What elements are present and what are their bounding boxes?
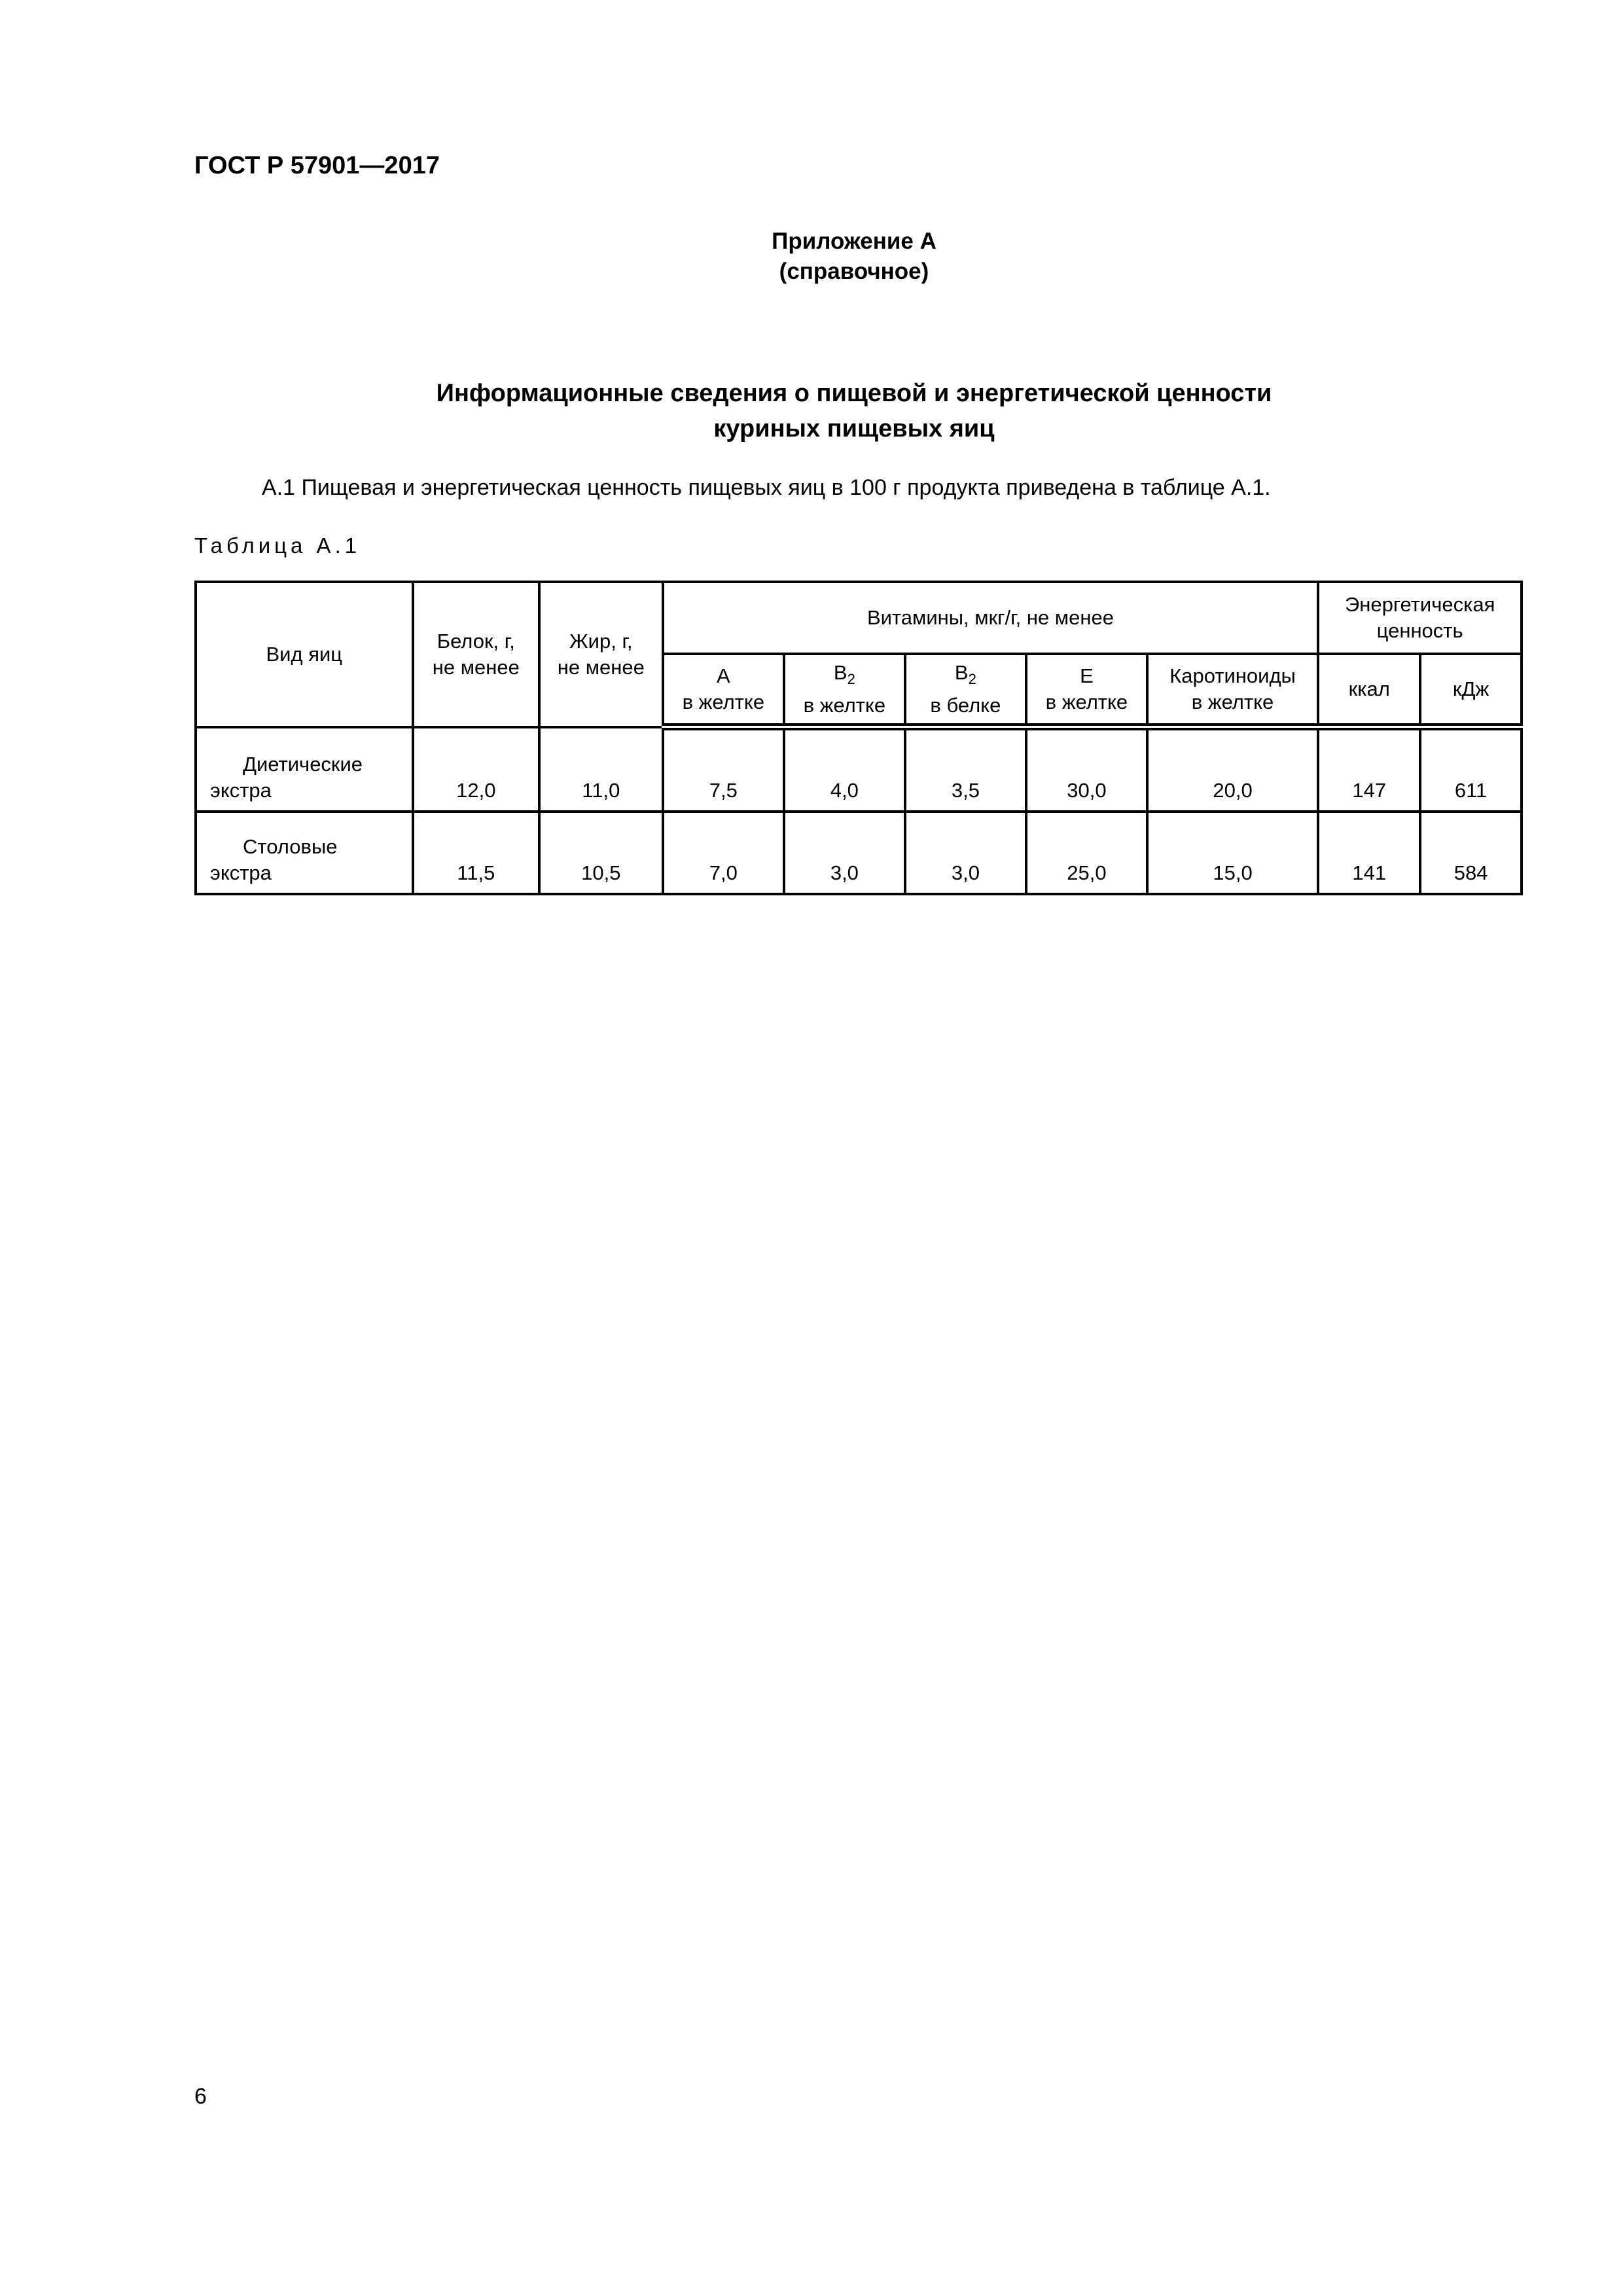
- page-number: 6: [194, 2084, 207, 2109]
- header-fat: [539, 582, 662, 727]
- cell: 4,0: [784, 727, 905, 812]
- section-title-line1: Информационные сведения о пищевой и энергетической ценности: [436, 380, 1272, 407]
- cell: 3,5: [905, 727, 1026, 812]
- row-name-line1: Диетические: [243, 753, 363, 776]
- header-fat-line2: не менее: [557, 655, 645, 679]
- header-vitamins: Витамины, мкг/г, не менее: [663, 582, 1319, 654]
- header-vit-b2-white: [905, 654, 1026, 727]
- vit-a-sub: в желтке: [682, 691, 765, 713]
- header-carotenoids: [1147, 654, 1319, 727]
- carot-label: Каротиноиды: [1169, 664, 1296, 687]
- vit-a-label: А: [716, 664, 730, 687]
- header-energy-line2: ценность: [1376, 619, 1463, 642]
- cell: 141: [1318, 812, 1420, 894]
- header-protein-line2: не менее: [432, 655, 520, 679]
- header-vit-e: [1026, 654, 1147, 727]
- header-protein-line1: Белок, г,: [437, 629, 515, 653]
- cell: 12,0: [413, 727, 539, 812]
- cell: 611: [1420, 727, 1522, 812]
- appendix-subtitle: (справочное): [779, 259, 929, 284]
- cell: 584: [1420, 812, 1522, 894]
- vit-b2y-label: $B_2$: [833, 660, 855, 688]
- table-row: [196, 812, 1522, 894]
- nutrition-table: [194, 581, 1523, 895]
- row-name-line2: экстра: [210, 779, 272, 802]
- cell: 20,0: [1147, 727, 1319, 812]
- row-name-line1: Столовые: [243, 835, 338, 858]
- section-title: [0, 376, 1623, 446]
- vit-b2w-label: $B_2$: [954, 660, 976, 688]
- header-kcal: ккал: [1318, 654, 1420, 727]
- cell: 10,5: [539, 812, 662, 894]
- paragraph: А.1 Пищевая и энергетическая ценность пищевых яиц в 100 г продукта приведена в таблице А.1.: [262, 475, 1271, 500]
- header-vit-a: [663, 654, 785, 727]
- header-fat-line1: Жир, г,: [569, 629, 633, 653]
- header-protein: [413, 582, 539, 727]
- cell: 11,5: [413, 812, 539, 894]
- cell: 3,0: [905, 812, 1026, 894]
- row-name: [196, 812, 413, 894]
- cell: 7,0: [663, 812, 785, 894]
- row-name: [196, 727, 413, 812]
- cell: 25,0: [1026, 812, 1147, 894]
- table-caption: Таблица А.1: [194, 533, 361, 558]
- header-type: Вид яиц: [196, 582, 413, 727]
- cell: 147: [1318, 727, 1420, 812]
- carot-sub: в желтке: [1191, 691, 1274, 713]
- vit-e-label: Е: [1080, 664, 1094, 687]
- vit-b2w-sub: в белке: [930, 694, 1001, 717]
- cell: 7,5: [663, 727, 785, 812]
- cell: 3,0: [784, 812, 905, 894]
- appendix-title-main: Приложение А: [772, 228, 936, 254]
- cell: 30,0: [1026, 727, 1147, 812]
- row-name-line2: экстра: [210, 861, 272, 884]
- header-energy-line1: Энергетическая: [1344, 593, 1495, 616]
- header-vit-b2-yolk: [784, 654, 905, 727]
- header-kj: кДж: [1420, 654, 1522, 727]
- cell: 15,0: [1147, 812, 1319, 894]
- document-code: ГОСТ Р 57901—2017: [194, 152, 440, 179]
- appendix-title: [0, 226, 1623, 287]
- table-row: [196, 727, 1522, 812]
- section-title-line2: куриных пищевых яиц: [713, 415, 995, 442]
- vit-b2y-sub: в желтке: [803, 694, 886, 717]
- header-energy: [1318, 582, 1522, 654]
- vit-e-sub: в желтке: [1045, 691, 1128, 713]
- cell: 11,0: [539, 727, 662, 812]
